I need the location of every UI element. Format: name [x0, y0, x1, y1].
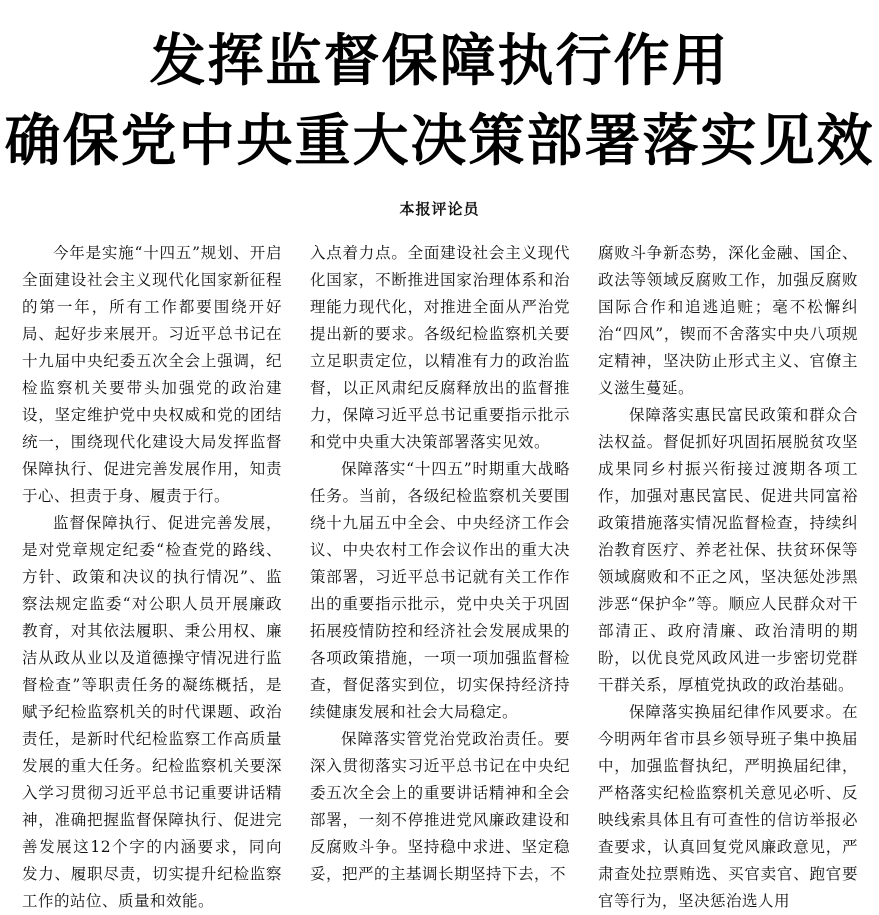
- headline-line-2: 确保党中央重大决策部署落实见效: [4, 109, 875, 174]
- headline-line-1: 发挥监督保障执行作用: [149, 29, 730, 94]
- paragraph: 腐败斗争新态势，深化金融、国企、政法等领域反腐败工作，加强反腐败国际合作和追逃追赃；毫不松懈纠治“四风”，锲而不舍落实中央八项规定精神，坚决防止形式主义、官僚主义滋生蔓延。: [598, 244, 858, 397]
- paragraph: 今年是实施“十四五”规划、开启全面建设社会主义现代化国家新征程的第一年，所有工作都要围绕开好局、起好步来展开。习近平总书记在十九届中央纪委五次全会上强调，纪检监察机关要带头加强党的政治建设，坚定维护党中央权威和党的团结统一，围绕现代化建设大局发挥监督保障执行、促进完善发展作用，知责于心、担责于身、履责于行。: [22, 244, 282, 505]
- article-column-1: [22, 240, 282, 915]
- article-column-3: [598, 240, 858, 915]
- paragraph: 保障落实“十四五”时期重大战略任务。当前，各级纪检监察机关要围绕十九届五中全会、中央经济工作会议、中央农村工作会议作出的重大决策部署，习近平总书记就有关工作作出的重要指示批示，党中央关于巩固拓展疫情防控和经济社会发展成果的各项政策措施，一项一项加强监督检查，督促落实到位，切实保持经济持续健康发展和社会大局稳定。: [310, 460, 570, 721]
- paragraph: 入点着力点。全面建设社会主义现代化国家，不断推进国家治理体系和治理能力现代化，对推进全面从严治党提出新的要求。各级纪检监察机关要立足职责定位，以精准有力的政治监督，以正风肃纪反腐释放出的监督推力，保障习近平总书记重要指示批示和党中央重大决策部署落实见效。: [310, 244, 570, 451]
- byline: 本报评论员: [399, 200, 480, 218]
- paragraph: 保障落实换届纪律作风要求。在今明两年省市县乡领导班子集中换届中，加强监督执纪，严明换届纪律，严格落实纪检监察机关意见必听、反映线索具体且有可查性的信访举报必查要求，认真回复党风廉政意见，严肃查处拉票贿选、买官卖官、跑官要官等行为，坚决惩治选人用: [598, 703, 858, 910]
- article-column-2: [310, 240, 570, 888]
- paragraph: 保障落实管党治党政治责任。要深入贯彻落实习近平总书记在中央纪委五次全会上的重要讲话精神和全会部署，一刻不停推进党风廉政建设和反腐败斗争。坚持稳中求进、坚定稳妥，把严的主基调长期坚持下去，不: [310, 730, 570, 883]
- paragraph: 监督保障执行、促进完善发展，是对党章规定纪委“检查党的路线、方针、政策和决议的执行情况”、监察法规定监委“对公职人员开展廉政教育，对其依法履职、秉公用权、廉洁从政从业以及道德操守情况进行监督检查”等职责任务的凝练概括，是赋予纪检监察机关的时代课题、政治责任，是新时代纪检监察工作高质量发展的重大任务。纪检监察机关要深入学习贯彻习近平总书记重要讲话精神，准确把握监督保障执行、促进完善发展这12个字的内涵要求，同向发力、履职尽责，切实提升纪检监察工作的站位、质量和效能。: [22, 514, 282, 910]
- paragraph: 保障落实惠民富民政策和群众合法权益。督促抓好巩固拓展脱贫攻坚成果同乡村振兴衔接过渡期各项工作，加强对惠民富民、促进共同富裕政策措施落实情况监督检查，持续纠治教育医疗、养老社保、扶贫环保等领域腐败和不正之风，坚决惩处涉黑涉恶“保护伞”等。顺应人民群众对干部清正、政府清廉、政治清明的期盼，以优良党风政风进一步密切党群干群关系，厚植党执政的政治基础。: [598, 406, 858, 694]
